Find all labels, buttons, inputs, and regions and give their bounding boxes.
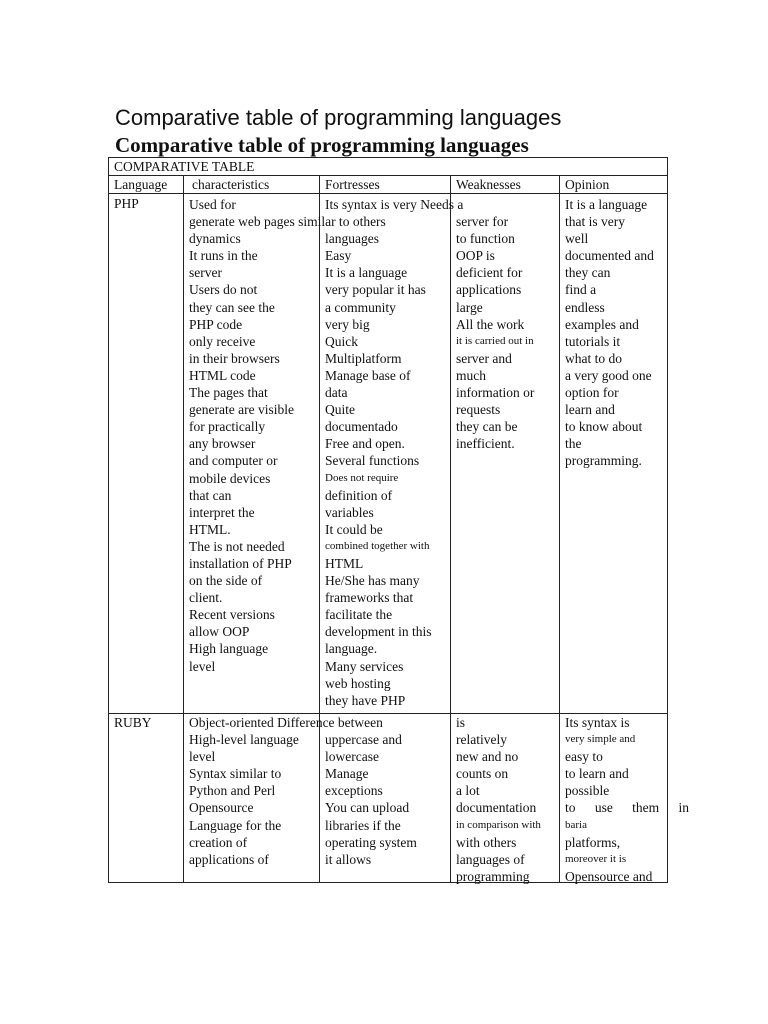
cell-line: well (565, 231, 589, 247)
cell-line: programming (456, 868, 530, 884)
cell-line: platforms, (565, 834, 621, 850)
cell-line: frameworks that (325, 590, 414, 606)
cell-line: they have PHP (325, 692, 406, 708)
cell-line: option for (565, 385, 619, 401)
cell-line: Syntax similar to (189, 766, 282, 782)
cell-line: applications of (189, 851, 269, 867)
cell-line: learn and (565, 402, 615, 418)
cell-line: they can see the (189, 299, 275, 315)
cell-line: on the side of (189, 573, 263, 589)
cell-line: exceptions (325, 783, 383, 799)
cell-line: lowercase (325, 749, 379, 765)
cell-line: Language for the (189, 817, 282, 833)
cell-line: interpret the (189, 504, 255, 520)
cell-line: counts on (456, 766, 509, 782)
page-title-serif: Comparative table of programming languages (115, 133, 529, 157)
cell-line: relatively (456, 732, 507, 748)
php-weaknesses (456, 196, 534, 452)
cell-line: You can upload (325, 800, 410, 816)
cell-line: examples and (565, 316, 639, 332)
cell-line: Many services (325, 658, 404, 674)
cell-line: It runs in the (189, 248, 258, 264)
cell-line: Several functions (325, 453, 420, 469)
cell-line: languages (325, 231, 379, 247)
cell-line: Used for (189, 197, 236, 212)
cell-line: languages of (456, 851, 525, 867)
cell-line: data (325, 385, 348, 401)
cell-line: development in this (325, 624, 432, 640)
cell-line: a community (325, 299, 396, 315)
cell-line: Manage (325, 766, 369, 782)
cell-line: facilitate the (325, 607, 393, 623)
cell-line: documentado (325, 419, 398, 435)
cell-line: programming. (565, 453, 642, 469)
cell-line: generate web pages similar to others (189, 214, 386, 230)
cell-line: to know about (565, 419, 643, 435)
cell-line: that can (189, 487, 232, 503)
cell-line: endless (565, 299, 605, 315)
cell-line: client. (189, 590, 223, 606)
cell-line: they can (565, 265, 611, 281)
cell-line: they can be (456, 419, 518, 435)
cell-line: The pages that (189, 385, 268, 401)
cell-line: deficient for (456, 265, 523, 281)
cell-line: Quick (325, 333, 358, 349)
cell-line: to function (456, 231, 515, 247)
cell-line: Manage base of (325, 367, 411, 383)
header-opinion: Opinion (565, 177, 610, 192)
cell-line: find a (565, 282, 597, 298)
cell-line: combined together with (325, 539, 430, 552)
cell-line: requests (456, 402, 501, 418)
cell-line: Recent versions (189, 607, 275, 623)
cell-line: Its syntax is very Needs a (325, 197, 464, 212)
cell-line: The is not needed (189, 538, 285, 554)
cell-line: documented and (565, 248, 654, 264)
cell-line: High-level language (189, 732, 299, 748)
php-opinion (565, 196, 654, 470)
cell-line: it is carried out in (456, 334, 534, 347)
comparative-table (108, 157, 689, 884)
cell-line: Opensource and (565, 868, 653, 884)
cell-line: server and (456, 350, 512, 366)
page-title-sans: Comparative table of programming languages (115, 105, 562, 130)
cell-line: language. (325, 641, 378, 657)
cell-line: to learn and (565, 766, 629, 782)
table-rule (109, 193, 667, 194)
cell-line: new and no (456, 749, 519, 765)
cell-line: allow OOP (189, 624, 250, 640)
cell-line: documentation (456, 800, 537, 816)
cell-line: It could be (325, 521, 383, 537)
cell-line: that is very (565, 214, 625, 230)
row-language-php: PHP (114, 196, 139, 211)
cell-line: uppercase and (325, 732, 402, 748)
cell-line: Users do not (189, 282, 258, 298)
cell-line: Does not require (325, 471, 399, 484)
header-fortresses: Fortresses (325, 177, 380, 192)
cell-line: Multiplatform (325, 350, 402, 366)
cell-line: very simple and (565, 733, 636, 746)
cell-line: the (565, 436, 582, 452)
cell-line: generate are visible (189, 402, 294, 418)
cell-line: He/She has many (325, 573, 420, 589)
cell-line: inefficient. (456, 436, 515, 452)
cell-line: easy to (565, 749, 603, 765)
cell-line: level (189, 658, 216, 674)
cell-line: PHP code (189, 316, 243, 332)
cell-line: server (189, 265, 222, 281)
cell-line: very popular it has (325, 282, 426, 298)
cell-line: Python and Perl (189, 783, 276, 799)
cell-line: and computer or (189, 453, 278, 469)
cell-line: level (189, 749, 216, 765)
cell-line: a lot (456, 783, 480, 799)
cell-line: large (456, 299, 483, 315)
cell-line: HTML. (189, 521, 231, 537)
header-weaknesses: Weaknesses (456, 177, 521, 192)
cell-line: It is a language (565, 197, 648, 212)
cell-line: Free and open. (325, 436, 405, 452)
cell-line: HTML code (189, 367, 256, 383)
cell-line: High language (189, 641, 269, 657)
cell-line: server for (456, 214, 509, 230)
cell-line: Quite (325, 402, 355, 418)
cell-line: web hosting (325, 675, 391, 691)
cell-line: in comparison with (456, 818, 541, 831)
cell-line: dynamics (189, 231, 241, 247)
ruby-opinion (565, 714, 689, 885)
cell-line: mobile devices (189, 470, 271, 486)
cell-line: it allows (325, 851, 372, 867)
cell-line: what to do (565, 350, 622, 366)
cell-line: It is a language (325, 265, 408, 281)
cell-line: applications (456, 282, 522, 298)
cell-line: Object-oriented Difference between (189, 715, 383, 730)
cell-line: for practically (189, 419, 266, 435)
cell-line: much (456, 367, 486, 383)
cell-line: creation of (189, 834, 248, 850)
column-divider (183, 175, 184, 882)
cell-line: Its syntax is (565, 715, 630, 730)
cell-line: baria (565, 818, 587, 831)
cell-line: Opensource (189, 800, 254, 816)
header-language: Language (114, 177, 168, 192)
cell-line: OOP is (456, 248, 495, 264)
ruby-weaknesses (456, 714, 541, 885)
cell-line: installation of PHP (189, 555, 292, 571)
cell-line: information or (456, 385, 535, 401)
cell-line: definition of (325, 487, 393, 503)
php-fortresses (325, 196, 463, 709)
cell-line: All the work (456, 316, 525, 332)
table-caption: COMPARATIVE TABLE (114, 159, 255, 174)
cell-line (325, 714, 417, 731)
ruby-fortresses (325, 714, 417, 868)
cell-line: to use them in (565, 800, 689, 816)
cell-line: HTML (325, 555, 364, 571)
header-characteristics: characteristics (192, 177, 270, 192)
cell-line: very big (325, 316, 370, 332)
cell-line: is (456, 715, 466, 730)
cell-line: libraries if the (325, 817, 401, 833)
cell-line: possible (565, 783, 610, 799)
cell-line (456, 196, 534, 213)
column-divider (559, 175, 560, 882)
cell-line: any browser (189, 436, 256, 452)
cell-line: with others (456, 834, 517, 850)
cell-line: operating system (325, 834, 417, 850)
cell-line: a very good one (565, 367, 652, 383)
cell-line: Easy (325, 248, 352, 264)
cell-line: variables (325, 504, 374, 520)
cell-line (325, 213, 463, 230)
row-language-ruby: RUBY (114, 715, 152, 730)
cell-line: moreover it is (565, 852, 627, 865)
cell-line: tutorials it (565, 333, 621, 349)
cell-line: in their browsers (189, 350, 280, 366)
cell-line: only receive (189, 333, 256, 349)
